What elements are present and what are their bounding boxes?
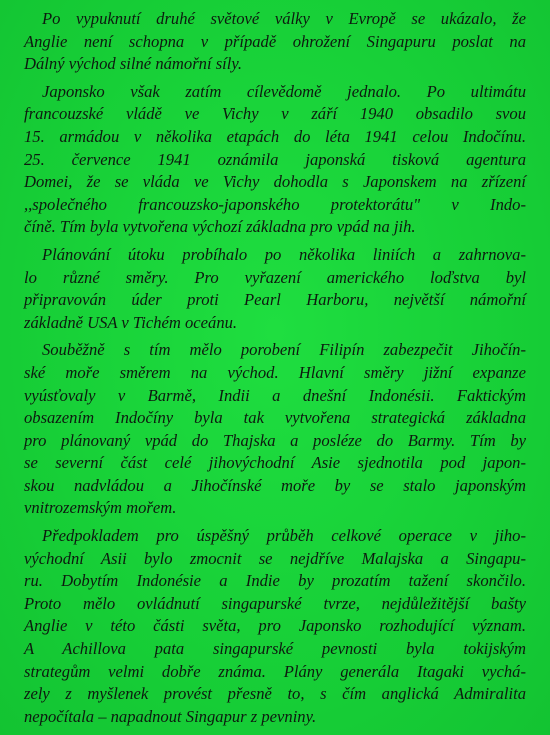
text-line: ské moře směrem na východ. Hlavní směry jižní expanze [24, 362, 526, 382]
text-line: Proto mělo ovládnutí singapurské tvrze, nejdůležitější bašty [24, 593, 526, 613]
text-line: Plánování útoku probíhalo po několika liniích a zahrnova- [42, 244, 526, 264]
text-line: Dálný východ silné námořní síly. [24, 54, 242, 74]
text-line: skou nadvládou a Jihočínské moře by se stalo japonským [24, 475, 526, 495]
text-line: číně. Tím byla vytvořena výchozí základna pro vpád na jih. [24, 217, 416, 237]
text-line: francouzské vládě ve Vichy v září 1940 obsadilo svou [24, 104, 526, 124]
text-line: pro plánovaný vpád do Thajska a posléze do Barmy. Tím by [24, 430, 526, 450]
paragraph [24, 8, 526, 76]
text-line: vyúsťovaly v Barmě, Indii a dnešní Indonésii. Faktickým [24, 385, 526, 405]
text-line: Domei, že se vláda ve Vichy dohodla s Japonskem na zřízení [24, 172, 526, 192]
body-text [24, 8, 526, 728]
text-line: se severní část celé jihovýchodní Asie sjednotila pod japon- [24, 453, 526, 473]
text-line: ,,společného francouzsko-japonského protektorátu" v Indo- [24, 194, 526, 214]
text-line: 15. armádou v několika etapách do léta 1941 celou Indočínu. [24, 126, 526, 146]
paragraph [24, 525, 526, 728]
paragraph [24, 244, 526, 334]
paragraph [24, 81, 526, 239]
text-line: Předpokladem pro úspěšný průběh celkové operace v jiho- [42, 526, 526, 546]
text-line: strategům velmi dobře známa. Plány generála Itagaki vychá- [24, 661, 526, 681]
text-line: 25. července 1941 oznámila japonská tisková agentura [24, 149, 526, 169]
text-line: nepočítala – napadnout Singapur z pevniny. [24, 706, 317, 726]
text-line: Po vypuknutí druhé světové války v Evropě se ukázalo, že [42, 9, 526, 28]
text-line: východní Asii bylo zmocnit se nejdříve Malajska a Singapu- [24, 548, 526, 568]
text-line: Japonsko však zatím cílevědomě jednalo. Po ultimátu [42, 81, 526, 101]
text-line: ru. Dobytím Indonésie a Indie by prozatím tažení skončilo. [24, 571, 526, 591]
paragraph [24, 339, 526, 520]
text-line: obsazením Indočíny byla tak vytvořena strategická základna [24, 408, 526, 428]
text-line: Anglie není schopna v případě ohrožení Singapuru poslat na [24, 31, 526, 51]
text-line: Anglie v této části světa, pro Japonsko rozhodující význam. [24, 616, 526, 636]
text-line: základně USA v Tichém oceánu. [24, 312, 238, 332]
text-line: A Achillova pata singapurské pevnosti byla tokijským [24, 639, 526, 659]
text-line: vnitrozemským mořem. [24, 498, 177, 518]
text-line: připravován úder proti Pearl Harboru, největší námořní [24, 290, 526, 310]
text-line: lo různé směry. Pro vyřazení amerického loďstva byl [24, 267, 526, 287]
text-line: zely z myšlenek provést přesně to, s čím anglická Admiralita [24, 684, 526, 704]
text-line: Souběžně s tím mělo porobení Filipín zabezpečit Jihočín- [42, 340, 526, 360]
